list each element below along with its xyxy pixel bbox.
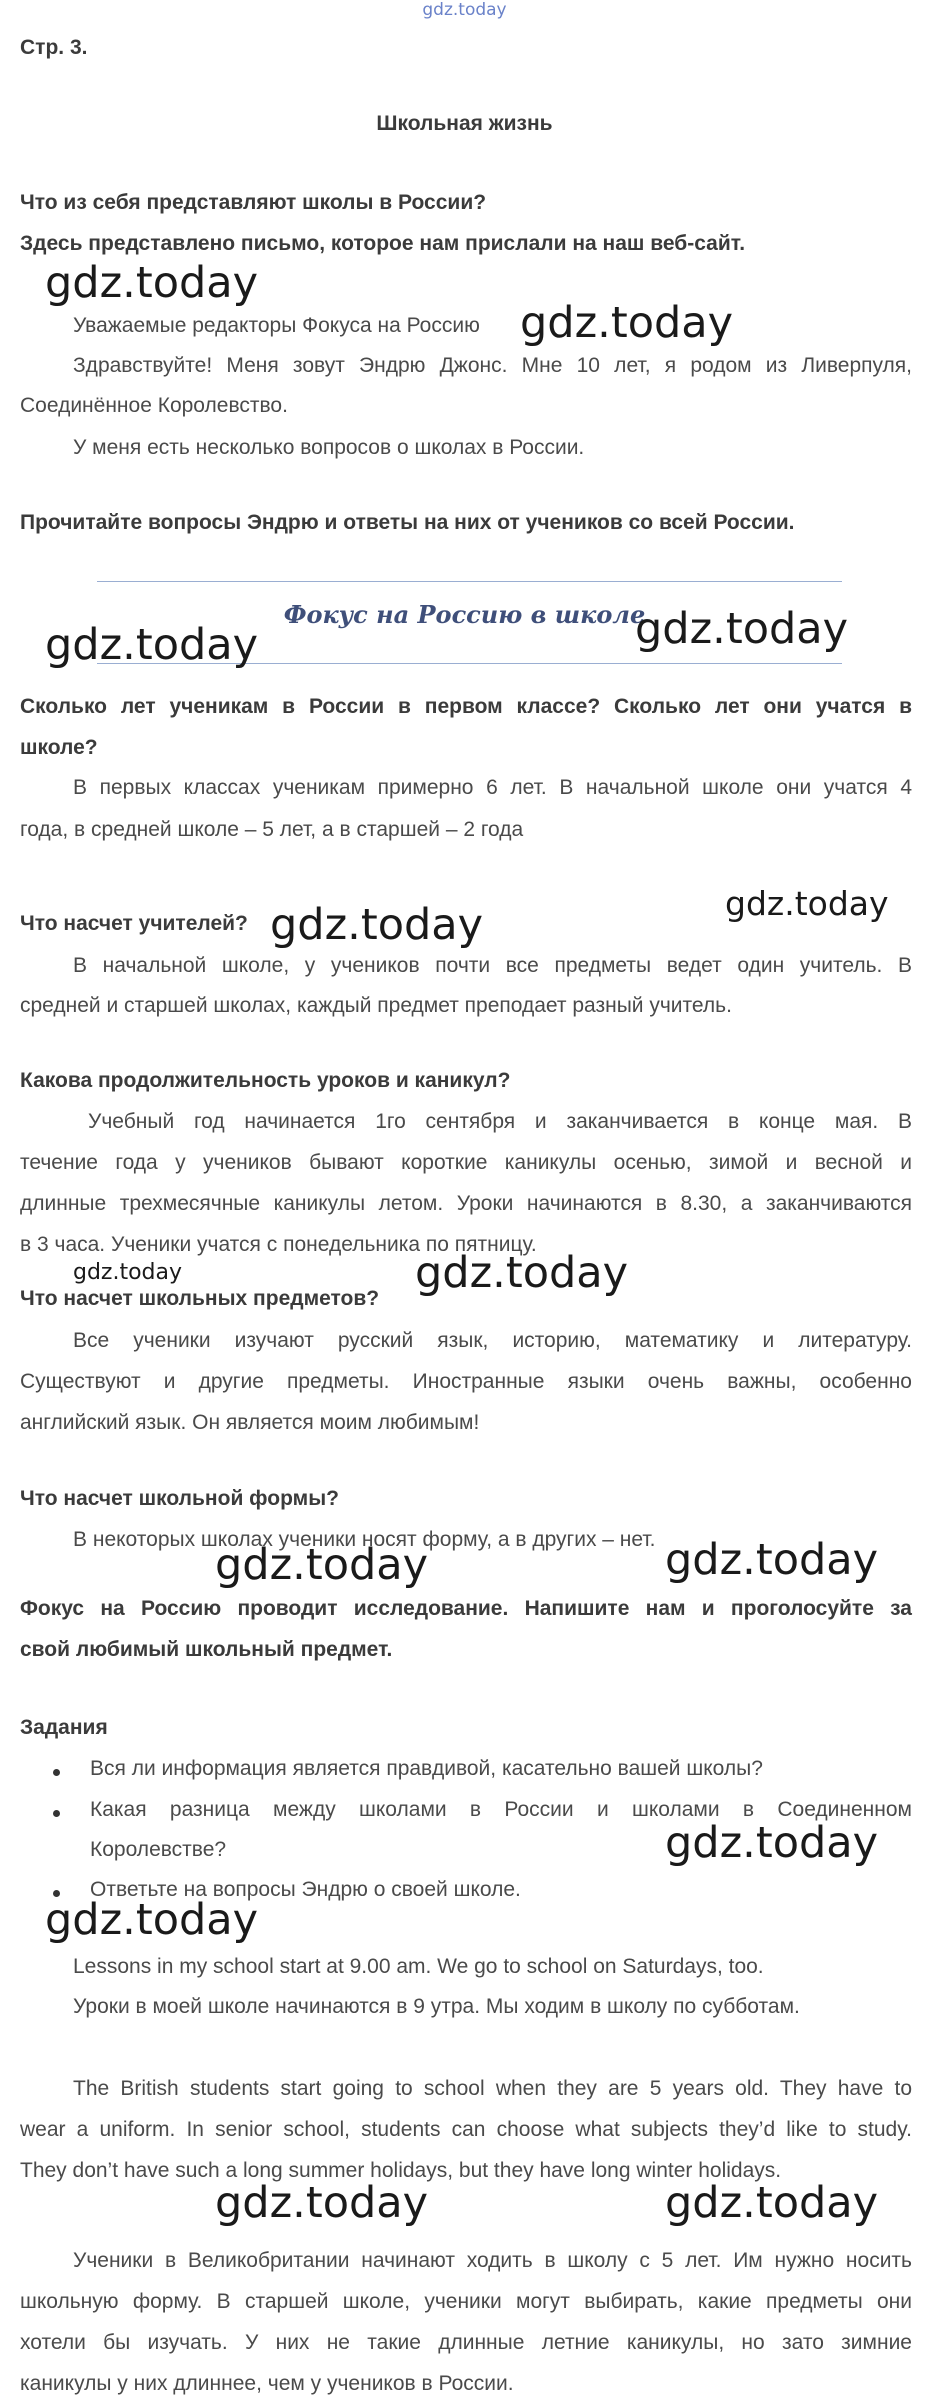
answer-line: длинные трехмесячные каникулы летом. Уроки начинаются в 8.30, а заканчиваются: [20, 1192, 912, 1215]
answer-line: года, в средней школе – 5 лет, а в старшей – 2 года: [20, 818, 524, 841]
answer-line: Все ученики изучают русский язык, историю, математику и литературу.: [73, 1329, 912, 1352]
watermark: gdz.today: [45, 1895, 259, 1945]
task-item: Королевстве?: [90, 1838, 227, 1861]
letter-line: У меня есть несколько вопросов о школах в России.: [73, 436, 585, 459]
page-label: Стр. 3.: [20, 36, 88, 59]
question: Что насчет школьных предметов?: [20, 1287, 380, 1310]
divider: [97, 581, 842, 582]
question: Что насчет учителей?: [20, 912, 248, 935]
watermark: gdz.today: [635, 604, 849, 654]
survey-note: свой любимый школьный предмет.: [20, 1638, 393, 1661]
watermark: gdz.today: [73, 1260, 183, 1285]
answer-line: В начальной школе, у учеников почти все предметы ведет один учитель. В: [73, 954, 912, 977]
page-title: Школьная жизнь: [376, 112, 553, 135]
watermark: gdz.today: [725, 884, 889, 923]
read-instruction: Прочитайте вопросы Эндрю и ответы на них от учеников со всей России.: [20, 511, 795, 534]
answer-line: В некоторых школах ученики носят форму, а в других – нет.: [73, 1528, 656, 1551]
letter-salutation: Уважаемые редакторы Фокуса на Россию: [73, 314, 480, 337]
question: Какова продолжительность уроков и каникул?: [20, 1069, 511, 1092]
answer-ru: хотели бы изучать. У них не такие длинные летние каникулы, но зато зимние: [20, 2331, 912, 2354]
answer-en: Lessons in my school start at 9.00 am. We go to school on Saturdays, too.: [73, 1955, 764, 1978]
answer-en: wear a uniform. In senior school, students can choose what subjects they’d like to study.: [20, 2118, 912, 2141]
answer-line: Существуют и другие предметы. Иностранные языки очень важны, особенно: [20, 1370, 912, 1393]
tasks-title: Задания: [20, 1716, 108, 1739]
answer-line: в 3 часа. Ученики учатся с понедельника по пятницу.: [20, 1233, 537, 1256]
answer-en: They don’t have such a long summer holidays, but they have long winter holidays.: [20, 2159, 782, 2182]
answer-ru: Уроки в моей школе начинаются в 9 утра. Мы ходим в школу по субботам.: [73, 1995, 800, 2018]
watermark: gdz.today: [520, 298, 734, 348]
answer-line: течение года у учеников бывают короткие каникулы осенью, зимой и весной и: [20, 1151, 912, 1174]
answer-line: средней и старшей школах, каждый предмет преподает разный учитель.: [20, 994, 732, 1017]
answer-line: Учебный год начинается 1го сентября и заканчивается в конце мая. В: [88, 1110, 912, 1133]
answer-en: The British students start going to school when they are 5 years old. They have to: [73, 2077, 912, 2100]
intro-letter-note: Здесь представлено письмо, которое нам прислали на наш веб-сайт.: [20, 232, 746, 255]
answer-ru: Ученики в Великобритании начинают ходить в школу с 5 лет. Им нужно носить: [73, 2249, 912, 2272]
answer-ru: каникулы у них длиннее, чем у учеников в России.: [20, 2372, 514, 2395]
survey-note: Фокус на Россию проводит исследование. Напишите нам и проголосуйте за: [20, 1597, 912, 1620]
watermark: gdz.today: [415, 1248, 629, 1298]
top-watermark: gdz.today: [422, 0, 507, 20]
watermark: gdz.today: [665, 2178, 879, 2228]
watermark: gdz.today: [665, 1818, 879, 1868]
watermark: gdz.today: [45, 258, 259, 308]
task-item: Вся ли информация является правдивой, касательно вашей школы?: [90, 1757, 763, 1780]
watermark: gdz.today: [45, 620, 259, 670]
question: Сколько лет ученикам в России в первом классе? Сколько лет они учатся в: [20, 695, 912, 718]
watermark: gdz.today: [270, 900, 484, 950]
bullet-icon: [53, 1769, 60, 1776]
question: Что насчет школьной формы?: [20, 1487, 339, 1510]
intro-question: Что из себя представляют школы в России?: [20, 191, 487, 214]
watermark: gdz.today: [215, 1540, 429, 1590]
question: школе?: [20, 736, 98, 759]
answer-ru: школьную форму. В старшей школе, ученики могут выбирать, какие предметы они: [20, 2290, 912, 2313]
answer-line: В первых классах ученикам примерно 6 лет. В начальной школе они учатся 4: [73, 776, 912, 799]
bullet-icon: [53, 1810, 60, 1817]
watermark: gdz.today: [215, 2178, 429, 2228]
watermark: gdz.today: [665, 1535, 879, 1585]
letter-line: Здравствуйте! Меня зовут Эндрю Джонс. Мне 10 лет, я родом из Ливерпуля,: [73, 354, 912, 377]
focus-section-title: Фокус на Россию в школе: [283, 600, 646, 629]
task-item: Ответьте на вопросы Эндрю о своей школе.: [90, 1878, 521, 1901]
letter-line: Соединённое Королевство.: [20, 394, 288, 417]
task-item: Какая разница между школами в России и школами в Соединенном: [90, 1798, 912, 1821]
answer-line: английский язык. Он является моим любимым!: [20, 1411, 480, 1434]
